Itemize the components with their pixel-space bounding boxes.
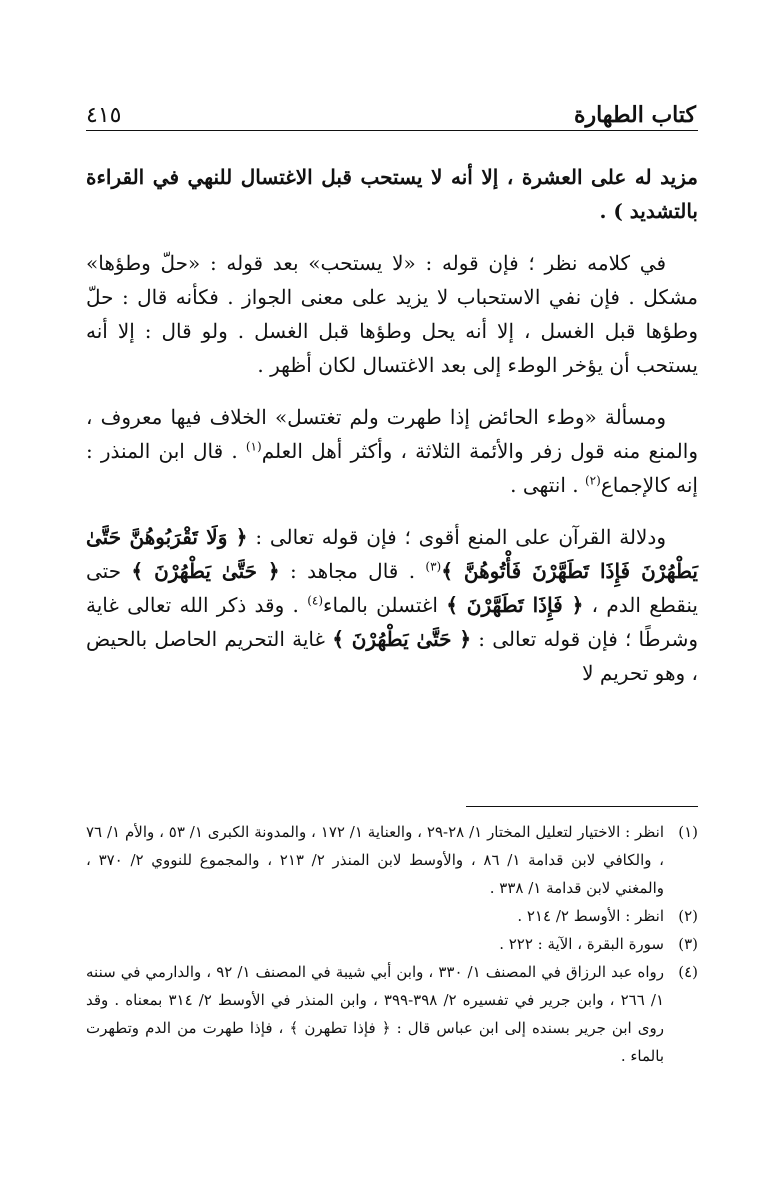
footnote-number: (٤) [678, 963, 698, 981]
running-header [86, 96, 696, 128]
footnote-text: انظر : الأوسط ٢/ ٢١٤ . [517, 907, 664, 925]
footnote-number: (١) [678, 823, 698, 841]
chapter-title: كتاب الطهارة [573, 102, 696, 128]
paragraph-4-text-c: حتى ينقطع الدم ، [86, 559, 698, 617]
paragraph-3-text-b: . قال ابن المنذر : إنه كالإجماع [86, 439, 698, 497]
paragraph-3-text-a: ومسألة «وطء الحائض إذا طهرت ولم تغتسل» الخلاف فيها معروف ، والمنع منه قول زفر والأئمة الثلاثة ، وأكثر أهل العلم [86, 405, 698, 463]
footnote [86, 818, 698, 902]
paragraph-4-text-f: غاية التحريم الحاصل بالحيض ، وهو تحريم لا [86, 627, 698, 685]
footnote-ref-1: (١) [245, 439, 262, 454]
footnote-divider [466, 806, 698, 807]
footnote-text: انظر : الاختيار لتعليل المختار ١/ ٢٨-٢٩ ، والعناية ١/ ١٧٢ ، والمدونة الكبرى ١/ ٥٣ ، والأم ١/ ٧٦ ، والكافي لابن قدامة ١/ ٨٦ ، والأوسط لابن المنذر ٢/ ٢١٣ ، والمجموع للنووي ٢/ ٣٧٠ ، والمغني لابن قدامة ١/ ٣٣٨ . [86, 823, 665, 897]
footnote-ref-2: (٢) [584, 473, 601, 488]
footnote [86, 958, 698, 1070]
paragraph-3 [86, 400, 698, 502]
footnote-text: سورة البقرة ، الآية : ٢٢٢ . [499, 935, 664, 953]
main-text [86, 160, 698, 708]
paragraph-4-text-a: ودلالة القرآن على المنع أقوى ؛ فإن قوله تعالى : [247, 525, 666, 549]
footnote-number: (٢) [678, 907, 698, 925]
quran-quote-2: ﴿ حَتَّىٰ يَطْهُرْنَ ﴾ [131, 559, 280, 583]
paragraph-4-text-e: . وقد ذكر الله تعالى غاية وشرطًا ؛ فإن قوله تعالى : [86, 593, 699, 651]
footnote-number: (٣) [678, 935, 698, 953]
footnote-ref-3: (٣) [425, 559, 442, 574]
paragraph-4 [86, 520, 698, 690]
quran-quote-4: ﴿ حَتَّىٰ يَطْهُرْنَ ﴾ [332, 627, 472, 651]
footnote [86, 902, 698, 930]
quran-quote-1: ﴿ وَلَا تَقْرَبُوهُنَّ حَتَّىٰ يَطْهُرْنَ فَإِذَا تَطَهَّرْنَ فَأْتُوهُنَّ ﴾ [86, 525, 698, 583]
paragraph-2: في كلامه نظر ؛ فإن قوله : «لا يستحب» بعد قوله : «حلّ وطؤها» مشكل . فإن نفي الاستحباب لا يزيد على معنى الجواز . فكأنه قال : حلّ وطؤها قبل الغسل ، إلا أنه يحل وطؤها قبل الغسل . ولو قال : إلا أنه يستحب أن يؤخر الوطء إلى بعد الاغتسال لكان أظهر . [86, 251, 698, 377]
paragraph-3-text-c: . انتهى . [510, 473, 585, 497]
footnote [86, 930, 698, 958]
paragraph-4-text-d: اغتسلن بالماء [323, 593, 447, 617]
footnote-ref-4: (٤) [307, 593, 324, 608]
footnote-text: رواه عبد الرزاق في المصنف ١/ ٣٣٠ ، وابن أبي شيبة في المصنف ١/ ٩٢ ، والدارمي في سننه ١/ ٢٦٦ ، وابن جرير في تفسيره ٢/ ٣٩٨-٣٩٩ ، وابن المنذر في الأوسط ٢/ ٣١٤ بمعناه . وقد روى ابن جرير بسنده إلى ابن عباس قال : ﴿ فإذا تطهرن ﴾ ، فإذا طهرت من الدم وتطهرت بالماء . [86, 963, 664, 1065]
paragraph-1: مزيد له على العشرة ، إلا أنه لا يستحب قبل الاغتسال للنهي في القراءة بالتشديد ) . [86, 165, 698, 223]
header-divider [86, 130, 698, 131]
footnotes [86, 818, 698, 1070]
quran-quote-3: ﴿ فَإِذَا تَطَهَّرْنَ ﴾ [446, 593, 584, 617]
page-number: ٤١٥ [86, 103, 122, 128]
paragraph-4-text-b: . قال مجاهد : [279, 559, 426, 583]
